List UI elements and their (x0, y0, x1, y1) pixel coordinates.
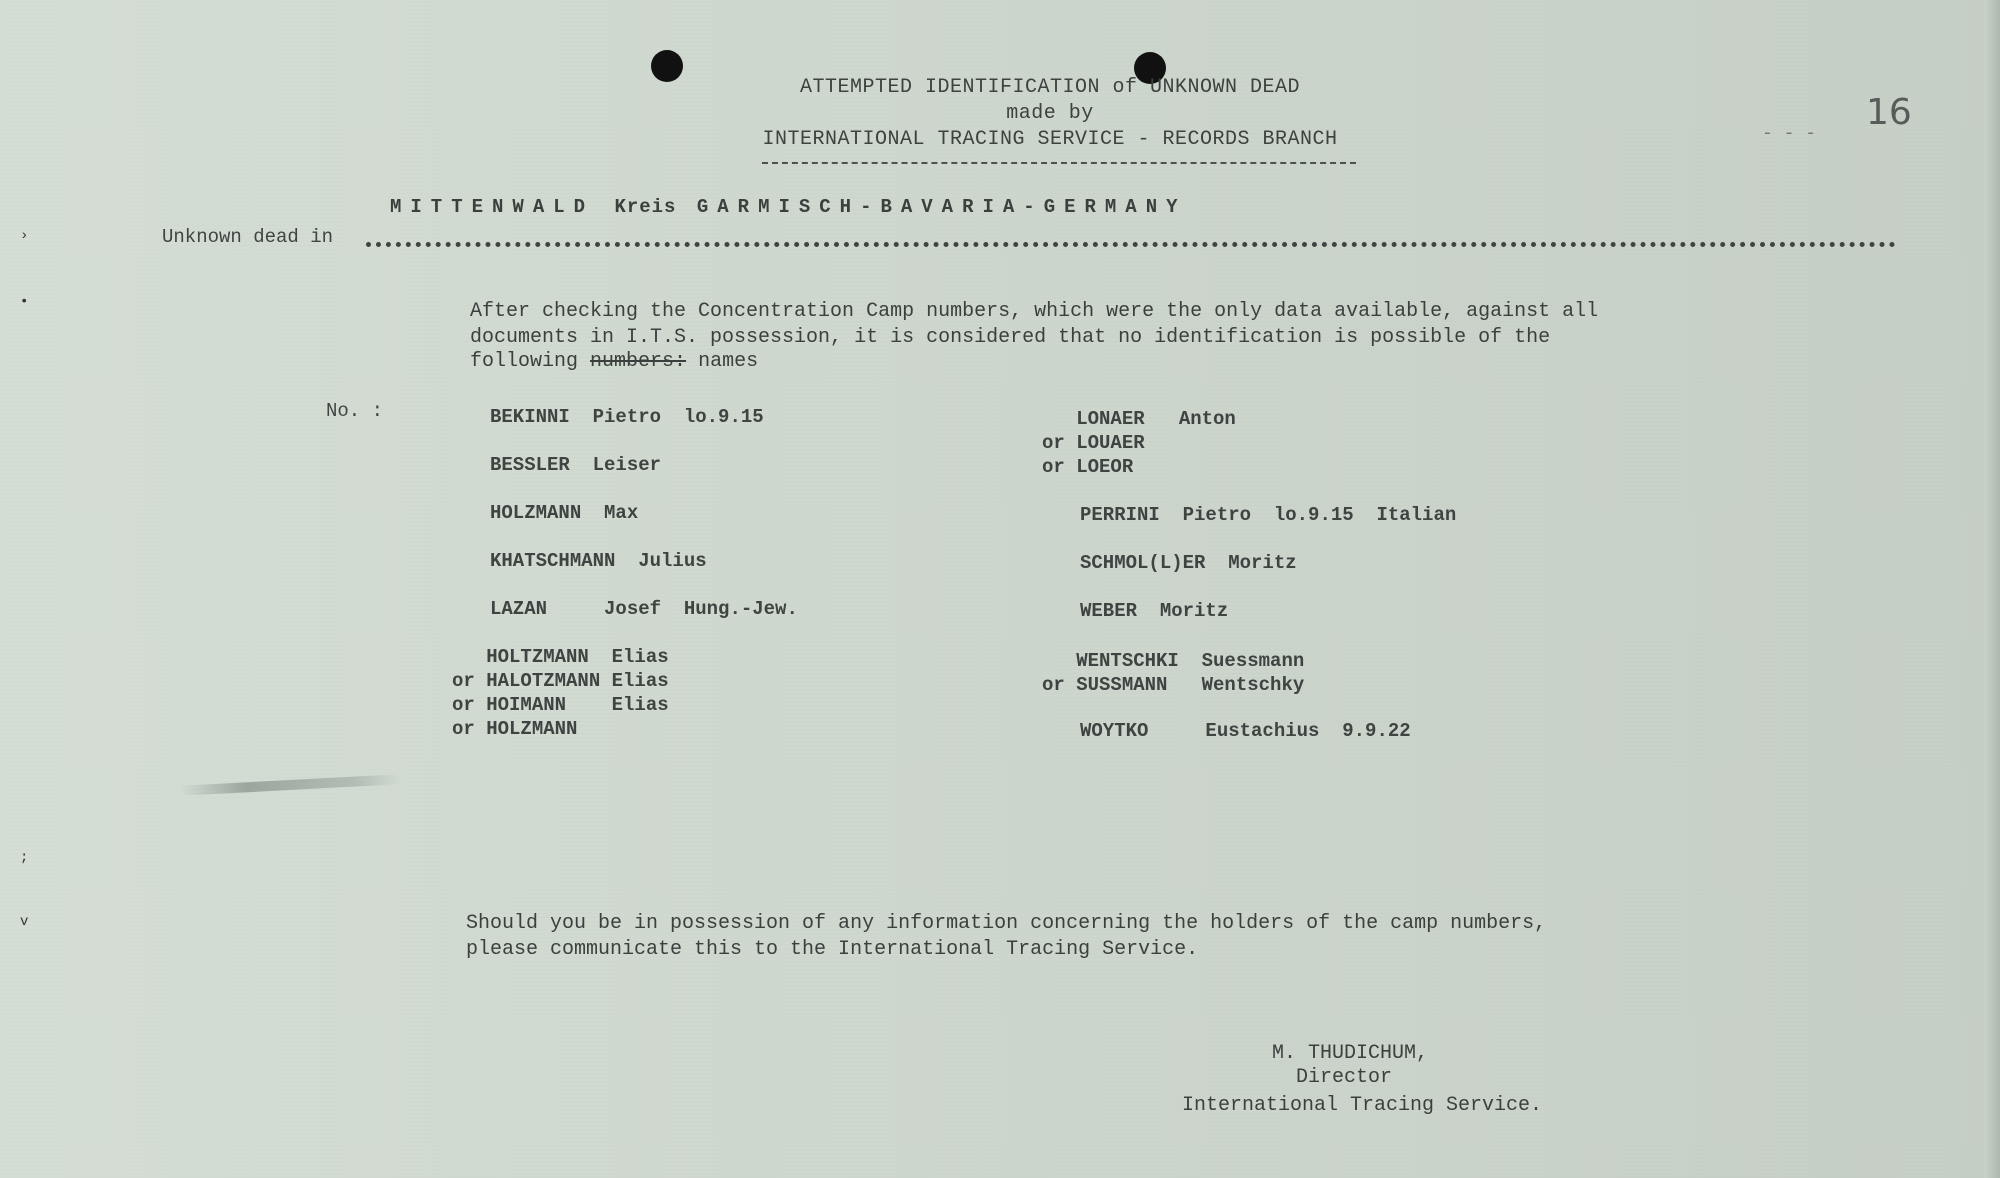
closing-line-2: please communicate this to the International Tracing Service. (466, 938, 1199, 961)
signature-name: M. THUDICHUM, (1272, 1042, 1429, 1065)
margin-mark: ; (20, 850, 29, 866)
header-organization: INTERNATIONAL TRACING SERVICE - RECORDS BRANCH (762, 128, 1338, 151)
name-entry: LAZAN Josef Hung.-Jew. (490, 598, 798, 620)
name-entry: HOLTZMANN Elias (452, 646, 669, 668)
name-entry: or LOEOR (1042, 456, 1134, 478)
ink-smudge (180, 774, 400, 796)
page-number: 16 (1866, 92, 1912, 133)
name-entry: HOLZMANN Max (490, 502, 639, 524)
intro-line-1: After checking the Concentration Camp numbers, which were the only data available, against all (470, 300, 1599, 323)
paper-edge (1984, 0, 2000, 1178)
name-entry: KHATSCHMANN Julius (490, 550, 707, 572)
name-entry: or SUSSMANN Wentschky (1042, 674, 1305, 696)
header-underline (762, 162, 1356, 164)
signature-title: Director (1296, 1066, 1393, 1089)
header-made-by: made by (1006, 102, 1094, 125)
intro-line-3 (470, 350, 758, 374)
intro-names: names (698, 350, 759, 373)
name-entry: PERRINI Pietro lo.9.15 Italian (1080, 504, 1457, 526)
location-heading (390, 196, 1187, 218)
name-entry: SCHMOL(L)ER Moritz (1080, 552, 1297, 574)
name-entry: or HOIMANN Elias (452, 694, 669, 716)
closing-line-1: Should you be in possession of any information concerning the holders of the camp numbers, (466, 912, 1547, 935)
signature-org: International Tracing Service. (1182, 1094, 1543, 1117)
name-entry: or LOUAER (1042, 432, 1145, 454)
name-entry: BESSLER Leiser (490, 454, 662, 476)
margin-mark: › (20, 228, 29, 244)
intro-struck-word: numbers: (590, 350, 687, 373)
margin-mark: v (20, 914, 29, 930)
header-title: ATTEMPTED IDENTIFICATION of UNKNOWN DEAD (799, 76, 1301, 99)
name-entry: or HALOTZMANN Elias (452, 670, 669, 692)
name-entry: WENTSCHKI Suessmann (1042, 650, 1305, 672)
name-entry: or HOLZMANN (452, 718, 578, 740)
intro-following: following (470, 350, 579, 373)
corner-dashes: - - - (1762, 124, 1817, 144)
intro-line-2: documents in I.T.S. possession, it is considered that no identification is possible of the (470, 326, 1551, 349)
name-entry: BEKINNI Pietro lo.9.15 (490, 406, 764, 428)
unknown-dead-label: Unknown dead in (162, 226, 334, 248)
dotted-line (366, 242, 1896, 247)
no-label: No. : (326, 400, 384, 422)
name-entry: WOYTKO Eustachius 9.9.22 (1080, 720, 1411, 742)
location-kreis: Kreis (614, 196, 677, 218)
name-entry: LONAER Anton (1042, 408, 1236, 430)
margin-mark: • (20, 294, 29, 310)
name-entry: WEBER Moritz (1080, 600, 1229, 622)
location-region: GARMISCH-BAVARIA-GERMANY (696, 196, 1187, 218)
location-town: MITTENWALD (390, 196, 595, 218)
punch-hole-left (651, 50, 683, 82)
